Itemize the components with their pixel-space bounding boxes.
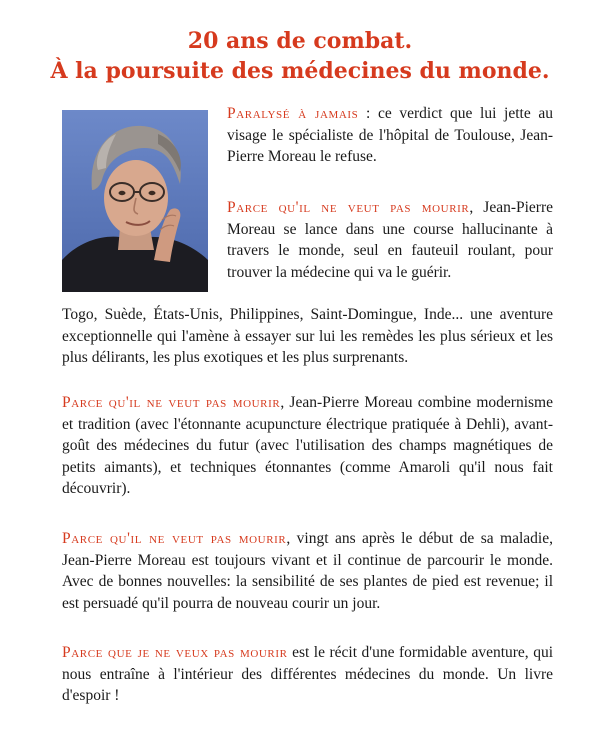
paragraph-3-lead: Parce qu'il ne veut pas mourir <box>62 394 281 411</box>
page-title <box>0 26 600 86</box>
paragraph-5-lead: Parce que je ne veux pas mourir <box>62 644 288 661</box>
paragraph-2-continuation: Togo, Suède, États-Unis, Philippines, Saint-Domingue, Inde... une aventure exceptionnelle qui l'amène à essayer sur lui les remèdes les plus sérieux et les plus délirants, les plus exotiques et les plus surprenants. <box>62 306 553 366</box>
paragraph-2 <box>227 197 553 283</box>
paragraph-5 <box>62 642 553 707</box>
paragraph-5-text: est le récit d'une formidable aventure, qui nous entraîne à l'intérieur des différentes médecines du monde. Un livre d'espoir ! <box>62 644 553 704</box>
title-line-1: 20 ans de combat. <box>187 28 413 54</box>
paragraph-4-lead: Parce qu'il ne veut pas mourir <box>62 530 287 547</box>
title-line-2: À la poursuite des médecines du monde. <box>50 58 550 84</box>
paragraph-1-text: : ce verdict que lui jette au visage le spécialiste de l'hôpital de Toulouse, Jean-Pierre Moreau le refuse. <box>227 105 553 165</box>
paragraph-4 <box>62 528 553 614</box>
paragraph-2-text: , Jean-Pierre Moreau se lance dans une course hallucinante à travers le monde, seul en fauteuil roulant, pour trouver la médecine qui va le guérir. <box>227 199 553 281</box>
author-photo <box>62 110 208 292</box>
paragraph-3-text: , Jean-Pierre Moreau combine modernisme et tradition (avec l'étonnante acupuncture électrique pratiquée à Dehli), avant-goût des médecines du futur (avec l'utilisation des champs magnétiques de petits aimants), et techniques étonnantes (comme Amaroli qu'il nous fait découvrir). <box>62 394 553 497</box>
paragraph-3 <box>62 392 553 500</box>
paragraph-1-lead: Paralysé à jamais <box>227 105 359 122</box>
paragraph-1 <box>227 103 553 168</box>
paragraph-2-lead: Parce qu'il ne veut pas mourir <box>227 199 470 216</box>
author-portrait-illustration <box>62 110 208 292</box>
paragraph-4-text: , vingt ans après le début de sa maladie, Jean-Pierre Moreau est toujours vivant et il continue de parcourir le monde. Avec de bonnes nouvelles: la sensibilité de ses plantes de pied est revenue; il est persuadé qu'il pourra de nouveau courir un jour. <box>62 530 553 612</box>
